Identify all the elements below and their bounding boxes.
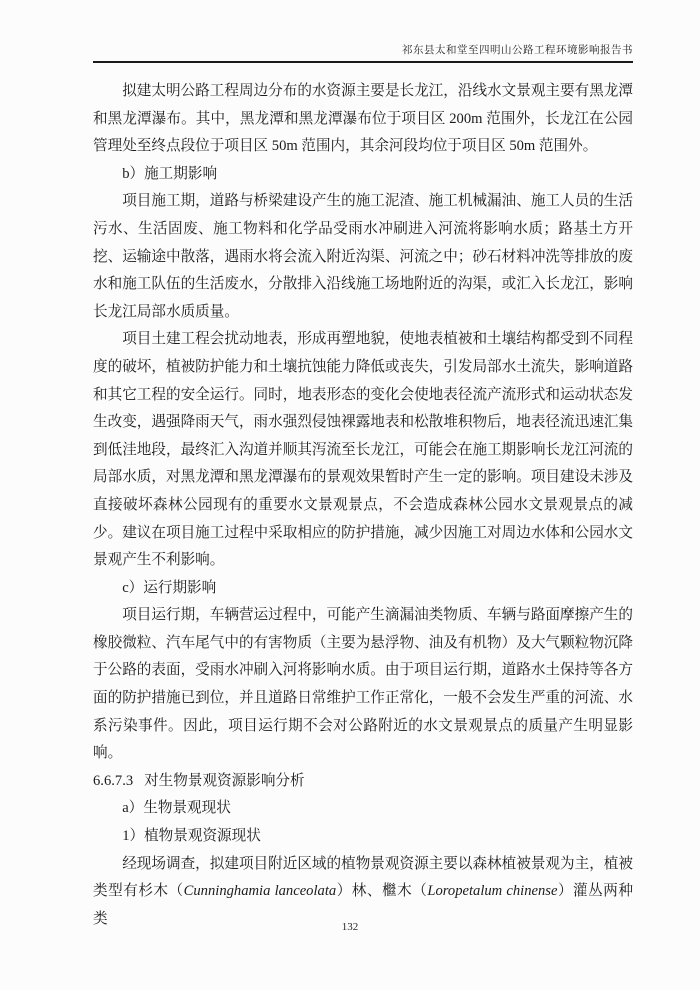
latin-name-cunninghamia: Cunninghamia lanceolata	[183, 883, 337, 900]
heading-operation-period: c）运行期影响	[122, 579, 217, 596]
paragraph-water-resources: 拟建太明公路工程周边分布的水资源主要是长龙江，沿线水文景观主要有黑龙潭和黑龙潭瀑布。其中，黑龙潭和黑龙潭瀑布位于项目区 200m 范围外，长龙江在公园管理处至终点段位于项目区 50m 范围内，其余河段均位于项目区 50m 范围外。	[93, 83, 633, 155]
paragraph-operation-impact: 项目运行期，车辆营运过程中，可能产生滴漏油类物质、车辆与路面摩擦产生的橡胶微粒、汽车尾气中的有害物质（主要为悬浮物、油及有机物）及大气颗粒物沉降于公路的表面，受雨水冲刷入河将影响水质。由于项目运行期，道路水土保持等各方面的防护措施已到位，并且道路日常维护工作正常化，一般不会发生严重的河流、水系污染事件。因此，项目运行期不会对公路附近的水文景观景点的质量产生明显影响。	[93, 607, 633, 762]
heading-plant-landscape-status: 1）植物景观资源现状	[122, 828, 261, 845]
page-number: 132	[341, 921, 359, 933]
section-title: 对生物景观资源影响分析	[144, 772, 305, 789]
report-header-title: 祁东县太和堂至四明山公路工程环境影响报告书	[402, 45, 633, 56]
plant-survey-text-2: ）林、檵木（	[336, 883, 428, 900]
plant-survey-text-3: ）灌丛两种类	[93, 883, 633, 927]
paragraph-construction-impact-1: 项目施工期，道路与桥梁建设产生的施工泥渣、施工机械漏油、施工人员的生活污水、生活固废、施工物料和化学品受雨水冲刷进入河流将影响水质；路基土方开挖、运输途中散落，遇雨水将会流入附近沟渠、河流之中；砂石材料冲洗等排放的废水和施工队伍的生活废水，分散排入沿线施工场地附近的沟渠，或汇入长龙江，影响长龙江局部水质质量。	[93, 193, 633, 320]
section-number: 6.6.7.3	[93, 772, 134, 789]
header-rule	[93, 61, 633, 63]
heading-construction-period: b）施工期影响	[122, 165, 218, 182]
heading-bio-landscape-status: a）生物景观现状	[122, 800, 231, 817]
paragraph-construction-impact-2: 项目土建工程会扰动地表，形成再塑地貌，使地表植被和土壤结构都受到不同程度的破坏，植被防护能力和土壤抗蚀能力降低或丧失，引发局部水土流失，影响道路和其它工程的安全运行。同时，地表形态的变化会使地表径流产流形式和运动状态发生改变，遇强降雨天气，雨水强烈侵蚀裸露地表和松散堆积物后，地表径流迅速汇集到低洼地段，最终汇入沟道并顺其泻流至长龙江，可能会在施工期影响长龙江河流的局部水质，对黑龙潭和黑龙潭瀑布的景观效果暂时产生一定的影响。项目建设未涉及直接破坏森林公园现有的重要水文景观景点，不会造成森林公园水文景观景点的减少。建议在项目施工过程中采取相应的防护措施，减少因施工对周边水体和公园水文景观产生不利影响。	[93, 331, 633, 569]
latin-name-loropetalum: Loropetalum chinense	[427, 883, 558, 900]
section-heading-6-6-7-3	[93, 768, 633, 796]
plant-survey-text-1: 经现场调查，拟建项目附近区域的植物景观资源主要以森林植被景观为主，植被类型有杉木（	[93, 855, 633, 900]
document-body	[93, 78, 633, 933]
